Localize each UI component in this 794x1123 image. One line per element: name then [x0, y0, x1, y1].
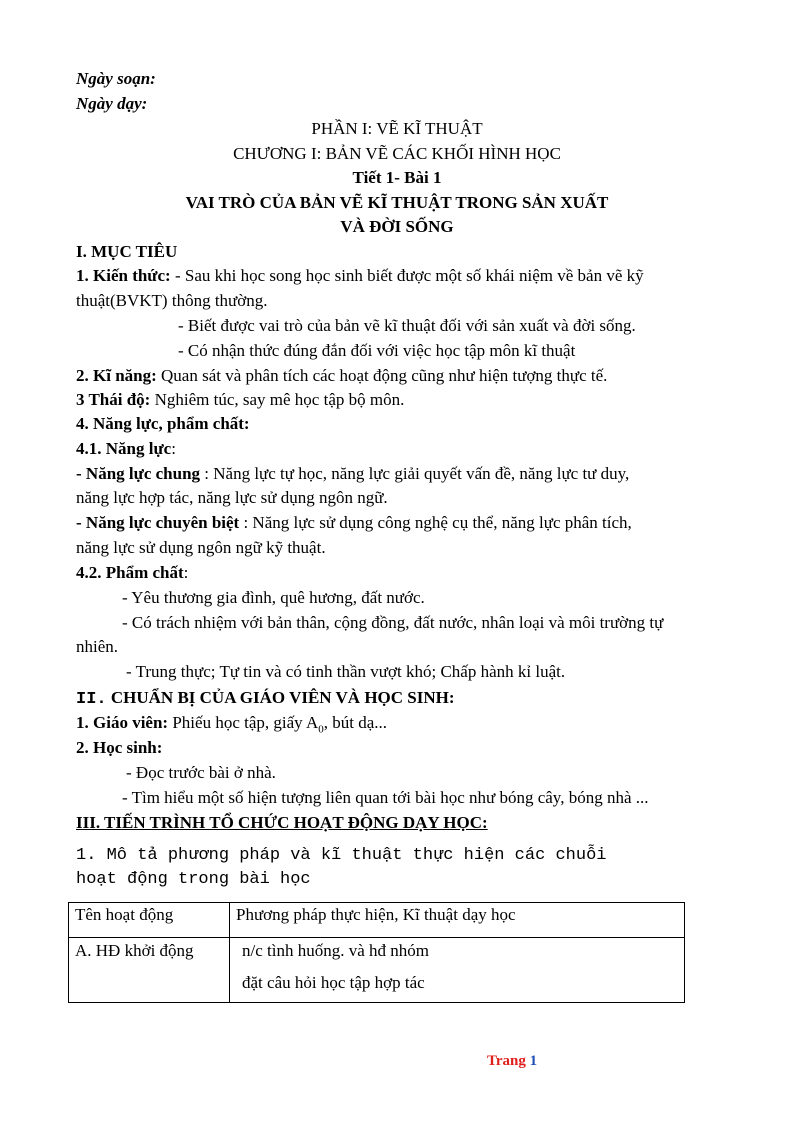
footer-page-number: 1	[529, 1053, 538, 1069]
nangluc-sub-label: 4.1. Năng lực	[76, 439, 172, 458]
table-header-row	[69, 903, 685, 938]
phamchat-bullet-2: - Có trách nhiệm với bản thân, cộng đồng, đất nước, nhân loại và môi trường tự	[122, 613, 664, 632]
nangluc-heading: 4. Năng lực, phẩm chất:	[76, 414, 250, 433]
giaovien-subscript: 0	[318, 723, 324, 736]
phamchat-bullet-2-cont: nhiên.	[76, 637, 119, 656]
table-cell-method-line1: n/c tình huống. và hđ nhóm	[242, 941, 429, 960]
nangluc-chuyenbiet-text: : Năng lực sử dụng công nghệ cụ thể, năng lực phân tích,	[239, 513, 632, 532]
nangluc-chung-text: : Năng lực tự học, năng lực giải quyết vấn đề, năng lực tư duy,	[200, 464, 630, 483]
giaovien-label: 1. Giáo viên:	[76, 713, 169, 732]
section2-heading-num: II.	[76, 690, 107, 709]
ngay-soan: Ngày soạn:	[76, 69, 156, 88]
thaido-label: 3 Thái độ:	[76, 390, 151, 409]
section2-heading-text: CHUẨN BỊ CỦA GIÁO VIÊN VÀ HỌC SINH:	[106, 688, 455, 707]
nangluc-chuyenbiet-line	[76, 511, 632, 535]
table-row	[69, 938, 685, 1003]
section3-desc-line1: 1. Mô tả phương pháp và kĩ thuật thực hiện các chuỗi	[76, 846, 607, 865]
nangluc-chung-line	[76, 462, 629, 486]
table-header-activity: Tên hoạt động	[69, 903, 230, 938]
giaovien-text: Phiếu học tập, giấy A	[168, 713, 319, 732]
lesson-number: Tiết 1- Bài 1	[352, 168, 442, 187]
table-cell-method-line2: đặt câu hỏi học tập hợp tác	[242, 973, 425, 992]
part-title: PHẦN I: VẼ KĨ THUẬT	[311, 119, 483, 138]
kienthuc-text: - Sau khi học song học sinh biết được một số khái niệm về bản vẽ kỹ	[170, 266, 644, 285]
lesson-title-line2: VÀ ĐỜI SỐNG	[340, 217, 454, 236]
ngay-day: Ngày dạy:	[76, 94, 148, 113]
phamchat-sub-label: 4.2. Phẩm chất	[76, 563, 184, 582]
nangluc-sub	[76, 437, 176, 461]
table-cell-activity: A. HĐ khởi động	[69, 938, 230, 1003]
phamchat-bullet-3: - Trung thực; Tự tin và có tinh thần vượt khó; Chấp hành kỉ luật.	[126, 662, 566, 681]
nangluc-chuyenbiet-label: - Năng lực chuyên biệt	[76, 513, 240, 532]
thaido-text: Nghiêm túc, say mê học tập bộ môn.	[150, 390, 405, 409]
kienthuc-cont: thuật(BVKT) thông thường.	[76, 291, 268, 310]
thaido-line	[76, 388, 404, 412]
hocsinh-bullet-2: - Tìm hiểu một số hiện tượng liên quan tới bài học như bóng cây, bóng nhà ...	[122, 788, 649, 807]
section3-heading: III. TIẾN TRÌNH TỔ CHỨC HOẠT ĐỘNG DẠY HỌC:	[76, 813, 488, 832]
section1-heading: I. MỤC TIÊU	[76, 242, 178, 261]
activity-table	[68, 902, 685, 1003]
hocsinh-bullet-1: - Đọc trước bài ở nhà.	[126, 763, 276, 782]
footer-label: Trang	[487, 1053, 526, 1069]
nangluc-sub-colon: :	[171, 439, 176, 458]
nangluc-chung-label: - Năng lực chung	[76, 464, 201, 483]
kienthuc-line	[76, 264, 644, 288]
nangluc-chuyenbiet-cont: năng lực sử dụng ngôn ngữ kỹ thuật.	[76, 538, 326, 557]
hocsinh-label: 2. Học sinh:	[76, 738, 163, 757]
giaovien-text-2: , bút dạ...	[323, 713, 388, 732]
kinang-text: Quan sát và phân tích các hoạt động cũng như hiện tượng thực tế.	[156, 366, 608, 385]
kinang-label: 2. Kĩ năng:	[76, 366, 157, 385]
kienthuc-bullet-2: - Có nhận thức đúng đắn đối với việc học tập môn kĩ thuật	[178, 341, 576, 360]
kienthuc-bullet-1: - Biết được vai trò của bản vẽ kĩ thuật đối với sản xuất và đời sống.	[178, 316, 636, 335]
section3-desc-line2: hoạt động trong bài học	[76, 870, 311, 889]
phamchat-sub	[76, 561, 188, 585]
lesson-title-line1: VAI TRÒ CỦA BẢN VẼ KĨ THUẬT TRONG SẢN XUẤT	[185, 193, 609, 212]
table-cell-method	[230, 938, 685, 1003]
phamchat-sub-colon: :	[183, 563, 189, 582]
kinang-line	[76, 364, 607, 388]
nangluc-chung-cont: năng lực hợp tác, năng lực sử dụng ngôn ngữ.	[76, 488, 388, 507]
kienthuc-label: 1. Kiến thức:	[76, 266, 171, 285]
table-header-method: Phương pháp thực hiện, Kĩ thuật dạy học	[230, 903, 685, 938]
page-footer	[487, 1053, 537, 1070]
chapter-title: CHƯƠNG I: BẢN VẼ CÁC KHỐI HÌNH HỌC	[233, 144, 561, 163]
section2-heading	[76, 686, 455, 712]
phamchat-bullet-1: - Yêu thương gia đình, quê hương, đất nước.	[122, 588, 425, 607]
